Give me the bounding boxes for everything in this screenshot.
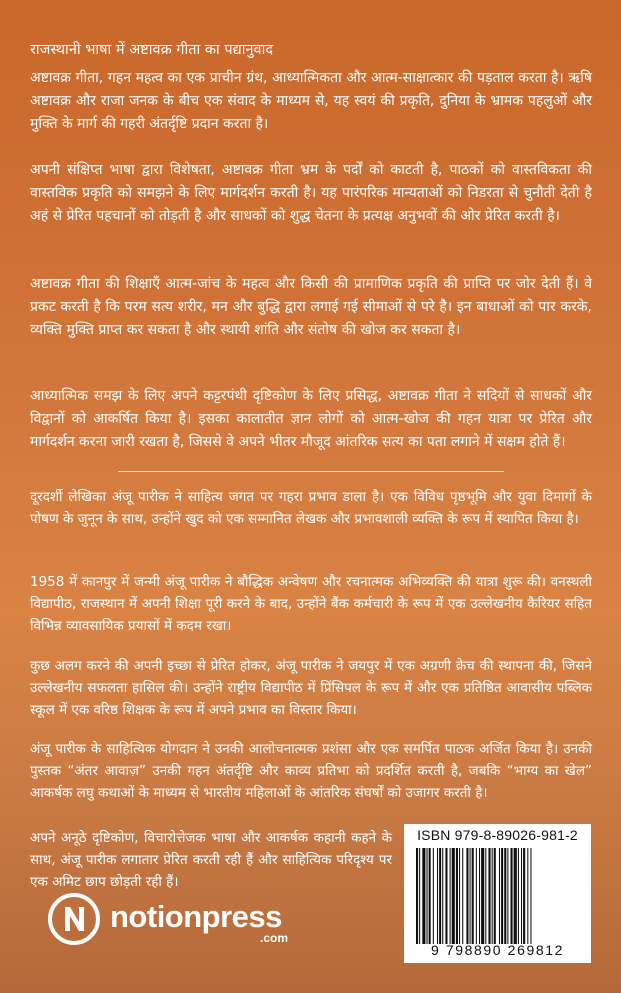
section-divider [118,471,504,472]
book-description-paragraph: अपनी संक्षिप्त भाषा द्वारा विशेषता, अष्टावक्र गीता भ्रम के पर्दों को काटती है, पाठकों को वास्तविकता की वास्तविक प्रकृति को समझने के लिए मार्गदर्शन करती है। यह पारंपरिक मान्यताओं को निडरता से चुनौती देती है अहं से प्रेरित पहचानों को तोड़ती है और साधकों को शुद्ध चेतना के प्रत्यक्ष अनुभवों की ओर प्रेरित करती है। [30,162,592,224]
publisher-name: notionpress [110,899,282,934]
author-bio-paragraph: कुछ अलग करने की अपनी इच्छा से प्रेरित होकर, अंजू पारीक ने जयपुर में एक अग्रणी क्रेच की स्थापना की, जिसने उल्लेखनीय सफलता हासिल की। उन्होंने राष्ट्रीय विद्यापीठ में प्रिंसिपल के रूप में और एक प्रतिष्ठित आवासीय पब्लिक स्कूल में एक वरिष्ठ शिक्षक के रूप में अपने प्रभाव का विस्तार किया। [30,658,592,718]
isbn-label: ISBN 979-8-89026-981-2 [417,827,578,843]
publisher-domain-suffix: .com [260,931,289,945]
barcode-icon [412,848,583,944]
author-bio-paragraph: अंजू पारीक के साहित्यिक योगदान ने उनकी आलोचनात्मक प्रशंसा और एक समर्पित पाठक अर्जित किया है। उनकी पुस्तक “अंतर आवाज़” उनकी गहन अंतर्दृष्टि और काव्य प्रतिभा को प्रदर्शित करती है, जबकि “भाग्य का खेल” आकर्षक लघु कथाओं के माध्यम से भारतीय महिलाओं के आंतरिक संघर्षों को उजागर करती है। [30,741,592,801]
book-description-paragraph: अष्टावक्र गीता की शिक्षाएँ आत्म-जांच के महत्व और किसी की प्रामाणिक प्रकृति की प्राप्ति पर जोर देती हैं। वे प्रकट करती है कि परम सत्य शरीर, मन और बुद्धि द्वारा लगाई गई सीमाओं से परे है। इन बाधाओं को पार करके, व्यक्ति मुक्ति प्राप्त कर सकता है और स्थायी शांति और संतोष की खोज कर सकता है। [30,276,592,338]
author-bio-paragraph: 1958 में कानपुर में जन्मी अंजू पारीक ने बौद्धिक अन्वेषण और रचनात्मक अभिव्यक्ति की यात्रा शुरू की। वनस्थली विद्यापीठ, राजस्थान में अपनी शिक्षा पूरी करने के बाद, उन्होंने बैंक कर्मचारी के रूप में एक उल्लेखनीय कैरियर सहित विभिन्न व्यावसायिक प्रयासों में कदम रखा। [30,574,592,634]
book-description-paragraph: आध्यात्मिक समझ के लिए अपने कट्टरपंथी दृष्टिकोण के लिए प्रसिद्ध, अष्टावक्र गीता ने सदियों से साधकों और विद्वानों को आकर्षित किया है। इसका कालातीत ज्ञान लोगों को आत्म-खोज की गहन यात्रा पर प्रेरित और मार्गदर्शन करना जारी रखता है, जिससे वे अपने भीतर मौजूद आंतरिक सत्य का पता लगाने में सक्षम होते हैं। [30,388,592,450]
publisher-logo [48,893,318,945]
author-bio-paragraph: दूरदर्शी लेखिका अंजू पारीक ने साहित्य जगत पर गहरा प्रभाव डाला है। एक विविध पृष्ठभूमि और युवा दिमागों के पोषण के जुनून के साथ, उन्होंने खुद को एक सम्मानित लेखक और प्रभावशाली व्यक्ति के रूप में स्थापित किया है। [30,489,592,527]
book-description-paragraph: अष्टावक्र गीता, गहन महत्व का एक प्राचीन ग्रंथ, आध्यात्मिकता और आत्म-साक्षात्कार की पड़ताल करता है। ऋषि अष्टावक्र और राजा जनक के बीच एक संवाद के माध्यम से, यह स्वयं की प्रकृति, दुनिया के भ्रामक पहलुओं और मुक्ति के मार्ग की गहरी अंतर्दृष्टि प्रदान करता है। [30,70,592,132]
notionpress-n-logo-icon [48,893,100,945]
author-bio-paragraph: अपने अनूठे दृष्टिकोण, विचारोत्तेजक भाषा और आकर्षक कहानी कहने के साथ, अंजू पारीक लगातार प्रेरित करती रही हैं और साहित्यिक परिदृश्य पर एक अमिट छाप छोड़ती रही हैं। [30,830,392,890]
isbn-barcode-box [404,824,591,963]
cover-heading: राजस्थानी भाषा में अष्टावक्र गीता का पद्यानुवाद [30,42,274,58]
barcode-digits: 9 798890 269812 [431,942,564,958]
